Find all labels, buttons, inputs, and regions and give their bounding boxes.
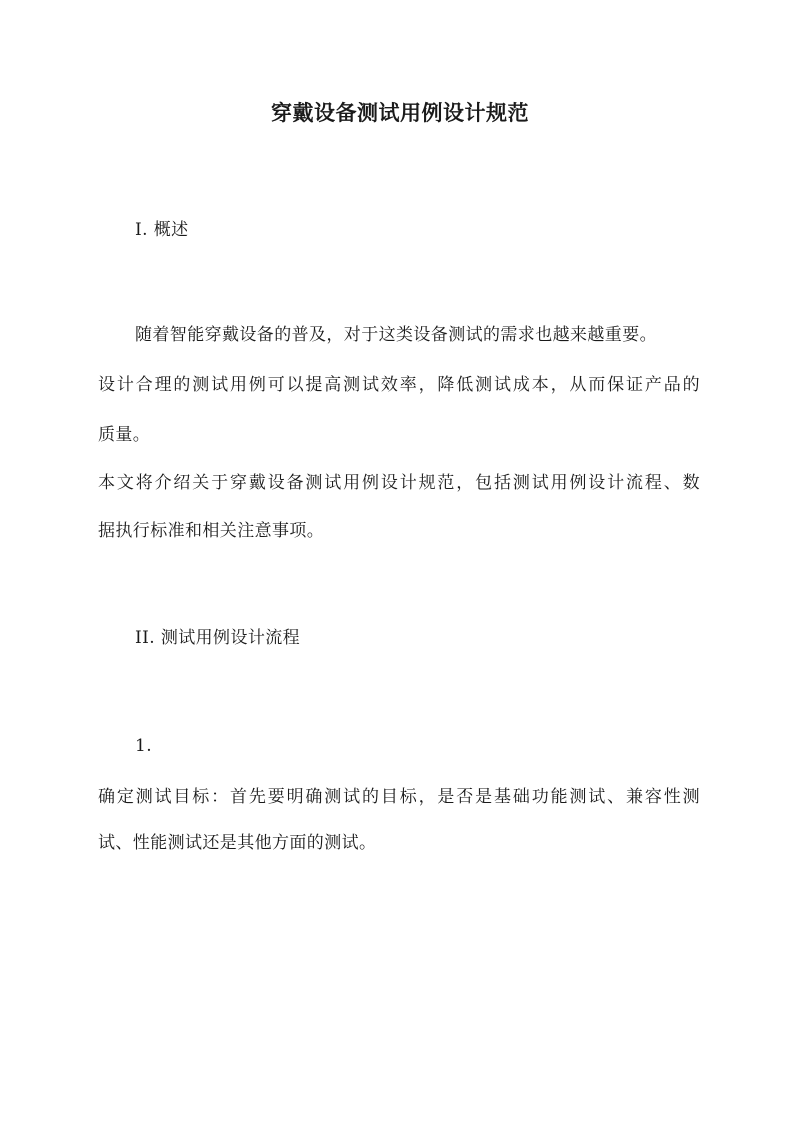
section-heading-overview: I. 概述: [135, 220, 189, 240]
section-heading-test-case-design-process: II. 测试用例设计流程: [135, 628, 301, 648]
paragraph-line: 质量。: [98, 425, 151, 445]
document-title: 穿戴设备测试用例设计规范: [271, 100, 529, 125]
list-item-number: 1.: [135, 736, 153, 756]
list-item-line: 试、性能测试还是其他方面的测试。: [98, 833, 377, 853]
paragraph-line: 本文将介绍关于穿戴设备测试用例设计规范，包括测试用例设计流程、数: [98, 473, 700, 493]
list-item-line: 确定测试目标：首先要明确测试的目标，是否是基础功能测试、兼容性测: [98, 787, 700, 807]
paragraph-line: 设计合理的测试用例可以提高测试效率，降低测试成本，从而保证产品的: [98, 375, 700, 395]
paragraph-line: 据执行标准和相关注意事项。: [98, 521, 325, 541]
paragraph-line: 随着智能穿戴设备的普及，对于这类设备测试的需求也越来越重要。: [135, 325, 657, 345]
